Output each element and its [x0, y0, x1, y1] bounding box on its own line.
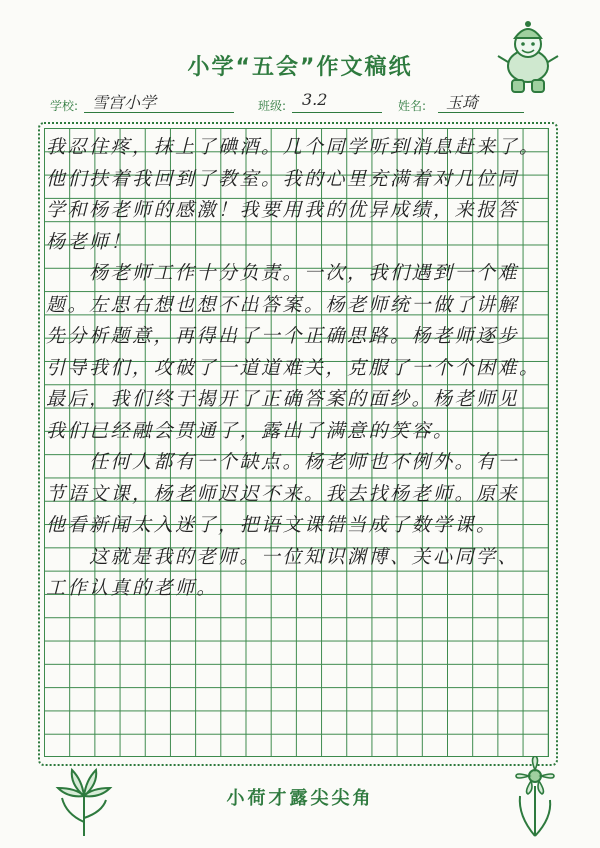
essay-line: 任何人都有一个缺点。杨老师也不例外。有一 — [46, 451, 520, 473]
school-value: 雪宫小学 — [92, 93, 157, 112]
essay-line: 引导我们，攻破了一道道难关，克服了一个个困难。 — [46, 356, 541, 379]
class-underline — [292, 112, 382, 113]
essay-line: 我忍住疼，抹上了碘酒。几个同学听到消息赶来了。 — [46, 136, 541, 158]
name-underline — [438, 112, 524, 113]
essay-line: 他们扶着我回到了教室。我的心里充满着对几位同 — [46, 167, 520, 190]
class-label: 班级: — [258, 99, 287, 113]
name-label: 姓名: — [398, 99, 427, 113]
essay-line: 杨老师！ — [46, 230, 133, 253]
class-value: 3.2 — [302, 90, 328, 109]
essay-line: 我们已经融会贯通了，露出了满意的笑容。 — [46, 419, 455, 442]
essay-line: 节语文课，杨老师迟迟不来。我去找杨老师。原来 — [46, 482, 520, 505]
essay-line: 他看新闻太入迷了，把语文课错当成了数学课。 — [46, 514, 498, 536]
essay-line: 这就是我的老师。一位知识渊博、关心同学、 — [46, 545, 520, 568]
essay-line: 先分析题意，再得出了一个正确思路。杨老师逐步 — [46, 325, 520, 347]
essay-line: 工作认真的老师。 — [46, 577, 219, 599]
essay-line: 学和杨老师的感激！我要用我的优异成绩，来报答 — [46, 199, 520, 221]
daffodil-flower-icon — [508, 756, 562, 838]
paper-title: 小学“五会”作文稿纸 — [187, 55, 413, 80]
essay-line: 杨老师工作十分负责。一次，我们遇到一个难 — [46, 262, 520, 284]
footer-slogan: 小荷才露尖尖角 — [226, 788, 374, 809]
essay-line: 题。左思右想也想不出答案。杨老师统一做了讲解 — [46, 293, 520, 316]
essay-text — [46, 132, 550, 605]
essay-line: 最后，我们终于揭开了正确答案的面纱。杨老师见 — [46, 388, 520, 410]
school-underline — [84, 112, 234, 113]
name-value: 玉琦 — [446, 93, 479, 112]
school-label: 学校: — [50, 99, 79, 113]
mascot-icon — [494, 18, 562, 100]
